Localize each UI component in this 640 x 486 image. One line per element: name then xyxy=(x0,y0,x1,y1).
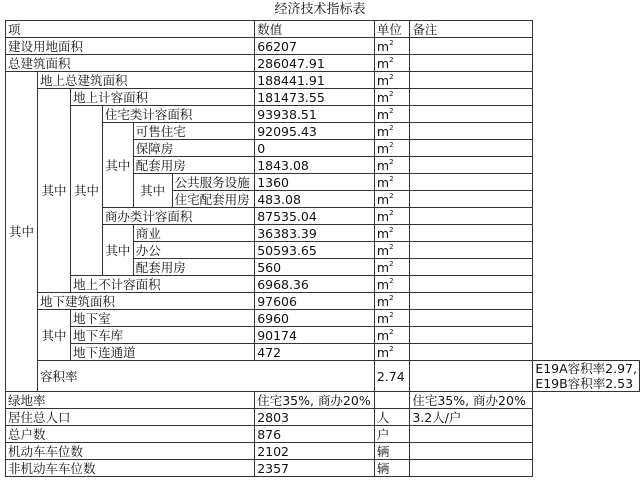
ground-total-value: 188441.91 xyxy=(255,72,375,89)
qizhong-label-outer: 其中 xyxy=(6,72,38,392)
commercial-office-label: 商办类计容面积 xyxy=(102,208,254,225)
affordable-value: 0 xyxy=(255,140,375,157)
unit-cell xyxy=(374,392,409,409)
remark-cell xyxy=(410,460,533,477)
commerce-label: 商业 xyxy=(133,225,254,242)
commercial-office-value: 87535.04 xyxy=(255,208,375,225)
row-far-ratio xyxy=(6,361,640,392)
motor-parking-value: 2102 xyxy=(255,443,375,460)
total-area-label: 总建筑面积 xyxy=(6,55,255,72)
bike-parking-value: 2357 xyxy=(255,460,375,477)
office-label: 办公 xyxy=(133,242,254,259)
land-area-label: 建设用地面积 xyxy=(6,38,255,55)
unit-cell: $m^2$ xyxy=(374,72,409,89)
row-basement xyxy=(6,310,640,327)
row-households xyxy=(6,426,640,443)
row-land-area xyxy=(6,38,640,55)
motor-parking-unit: 辆 xyxy=(374,443,409,460)
saleable-label: 可售住宅 xyxy=(133,123,254,140)
remark-cell xyxy=(410,55,533,72)
bike-parking-label: 非机动车车位数 xyxy=(6,460,255,477)
households-label: 总户数 xyxy=(6,426,255,443)
population-label: 居住总人口 xyxy=(6,409,255,426)
unit-cell: $m^2$ xyxy=(374,327,409,344)
qizhong-label-underground: 其中 xyxy=(37,310,70,361)
remark-cell xyxy=(410,225,533,242)
remark-cell xyxy=(410,191,533,208)
unit-cell: $m^2$ xyxy=(374,106,409,123)
co-supporting-label: 配套用房 xyxy=(133,259,254,276)
qizhong-label-ground: 其中 xyxy=(37,89,70,293)
header-unit: 单位 xyxy=(374,21,409,38)
remark-cell xyxy=(410,327,533,344)
header-remark: 备注 xyxy=(410,21,533,38)
remark-cell xyxy=(410,443,533,460)
row-passage xyxy=(6,344,640,361)
far-ratio-remark-line-2: E19B容积率2.53 xyxy=(535,376,634,391)
population-unit: 人 xyxy=(374,409,409,426)
row-ground-total xyxy=(6,72,640,89)
qizhong-label-residential: 其中 xyxy=(102,123,133,208)
far-ratio-value: 2.74 xyxy=(374,361,409,392)
basement-value: 6960 xyxy=(255,310,375,327)
row-non-far xyxy=(6,276,640,293)
remark-cell xyxy=(410,344,533,361)
unit-cell: $m^2$ xyxy=(374,310,409,327)
public-service-label: 公共服务设施 xyxy=(172,174,255,191)
row-total-area xyxy=(6,55,640,72)
unit-cell: $m^2$ xyxy=(374,55,409,72)
remark-cell xyxy=(410,293,533,310)
unit-cell: $m^2$ xyxy=(374,208,409,225)
unit-cell: $m^2$ xyxy=(374,174,409,191)
remark-cell xyxy=(410,208,533,225)
co-supporting-value: 560 xyxy=(255,259,375,276)
garage-value: 90174 xyxy=(255,327,375,344)
row-motor-parking xyxy=(6,443,640,460)
unit-cell: $m^2$ xyxy=(374,157,409,174)
remark-cell xyxy=(410,157,533,174)
unit-cell: $m^2$ xyxy=(374,140,409,157)
unit-cell: $m^2$ xyxy=(374,276,409,293)
unit-cell: $m^2$ xyxy=(374,293,409,310)
green-ratio-label: 绿地率 xyxy=(6,392,255,409)
residential-label: 住宅类计容面积 xyxy=(102,106,254,123)
residential-value: 93938.51 xyxy=(255,106,375,123)
remark-cell xyxy=(410,140,533,157)
unit-cell: $m^2$ xyxy=(374,242,409,259)
header-row xyxy=(6,21,640,38)
underground-value: 97606 xyxy=(255,293,375,310)
supporting-value: 1843.08 xyxy=(255,157,375,174)
remark-cell xyxy=(410,276,533,293)
qizhong-label-far: 其中 xyxy=(71,106,103,276)
ground-total-label: 地上总建筑面积 xyxy=(37,72,254,89)
motor-parking-label: 机动车车位数 xyxy=(6,443,255,460)
remark-cell xyxy=(410,259,533,276)
remark-cell xyxy=(410,89,533,106)
far-ratio-label: 容积率 xyxy=(37,361,374,392)
remark-cell xyxy=(410,106,533,123)
population-remark: 3.2人/户 xyxy=(410,409,533,426)
row-green-ratio xyxy=(6,392,640,409)
unit-cell: $m^2$ xyxy=(374,123,409,140)
households-value: 876 xyxy=(255,426,375,443)
population-value: 2803 xyxy=(255,409,375,426)
unit-cell: $m^2$ xyxy=(374,259,409,276)
header-item: 项 xyxy=(6,21,255,38)
non-far-label: 地上不计容面积 xyxy=(71,276,255,293)
far-ratio-remark-line-1: E19A容积率2.97, xyxy=(535,361,637,376)
saleable-value: 92095.43 xyxy=(255,123,375,140)
underground-label: 地下建筑面积 xyxy=(37,293,254,310)
bike-parking-unit: 辆 xyxy=(374,460,409,477)
unit-cell: $m^2$ xyxy=(374,89,409,106)
row-far-area xyxy=(6,89,640,106)
far-ratio-remark xyxy=(533,361,640,392)
basement-label: 地下室 xyxy=(71,310,255,327)
far-area-value: 181473.55 xyxy=(255,89,375,106)
remark-cell xyxy=(410,242,533,259)
remark-cell xyxy=(410,123,533,140)
green-ratio-remark: 住宅35%, 商办20% xyxy=(410,392,533,409)
unit-cell xyxy=(410,361,533,392)
remark-cell xyxy=(410,426,533,443)
commerce-value: 36383.39 xyxy=(255,225,375,242)
res-supporting-label: 住宅配套用房 xyxy=(172,191,255,208)
remark-cell xyxy=(410,310,533,327)
qizhong-label-commercial: 其中 xyxy=(102,225,133,276)
unit-cell: $m^2$ xyxy=(374,344,409,361)
remark-cell xyxy=(410,174,533,191)
row-bike-parking xyxy=(6,460,640,477)
garage-label: 地下车库 xyxy=(71,327,255,344)
non-far-value: 6968.36 xyxy=(255,276,375,293)
unit-cell: $m^2$ xyxy=(374,38,409,55)
table-title: 经济技术指标表 xyxy=(274,2,366,17)
indicator-table xyxy=(5,20,640,477)
supporting-label: 配套用房 xyxy=(133,157,254,174)
passage-label: 地下连通道 xyxy=(71,344,255,361)
passage-value: 472 xyxy=(255,344,375,361)
land-area-value: 66207 xyxy=(255,38,375,55)
row-garage xyxy=(6,327,640,344)
green-ratio-value: 住宅35%, 商办20% xyxy=(255,392,375,409)
row-residential xyxy=(6,106,640,123)
row-population xyxy=(6,409,640,426)
households-unit: 户 xyxy=(374,426,409,443)
qizhong-label-supporting: 其中 xyxy=(133,174,172,208)
far-area-label: 地上计容面积 xyxy=(71,89,255,106)
total-area-value: 286047.91 xyxy=(255,55,375,72)
office-value: 50593.65 xyxy=(255,242,375,259)
remark-cell xyxy=(410,72,533,89)
res-supporting-value: 483.08 xyxy=(255,191,375,208)
public-service-value: 1360 xyxy=(255,174,375,191)
unit-cell: $m^2$ xyxy=(374,191,409,208)
unit-cell: $m^2$ xyxy=(374,225,409,242)
remark-cell xyxy=(410,38,533,55)
header-value: 数值 xyxy=(255,21,375,38)
affordable-label: 保障房 xyxy=(133,140,254,157)
row-underground xyxy=(6,293,640,310)
